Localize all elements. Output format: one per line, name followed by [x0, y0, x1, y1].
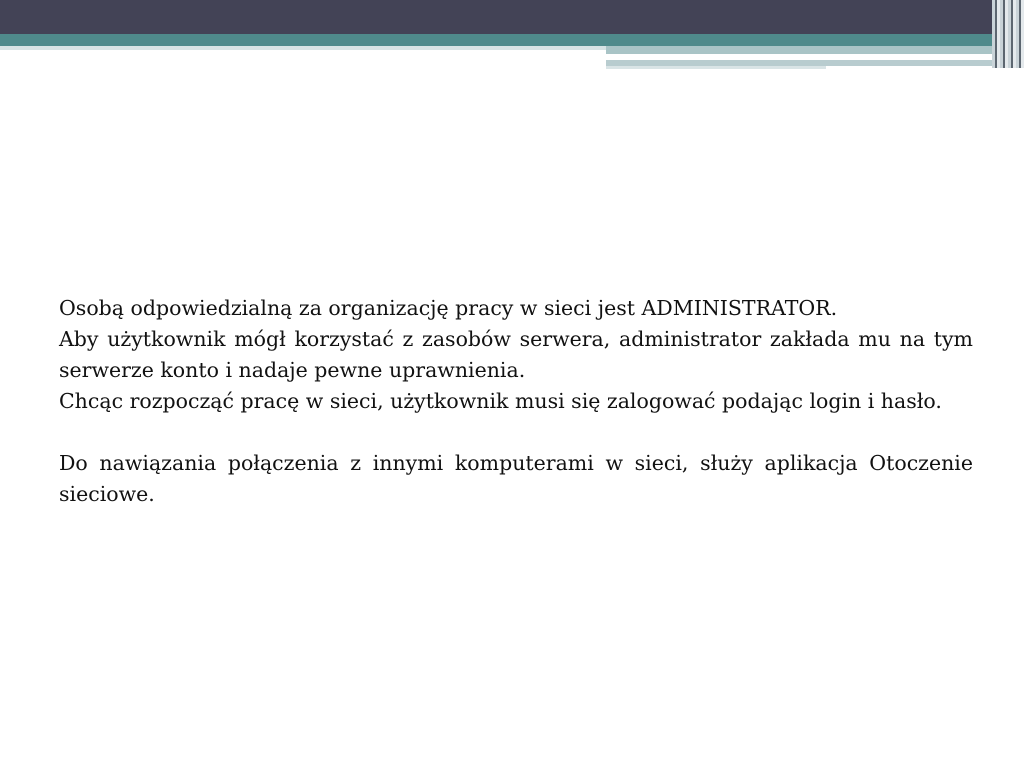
header-teal-band — [0, 34, 1024, 46]
header-underline — [0, 46, 606, 50]
header-accent-band — [606, 46, 1024, 54]
header-accent-line — [606, 66, 826, 69]
paragraph-administrator: Osobą odpowiedzialną za organizację pracy w sieci jest ADMINISTRATOR. — [59, 296, 838, 320]
slide-body-text — [59, 293, 973, 510]
paragraph-network-neighborhood: Do nawiązania połączenia z innymi komputerami w sieci, służy aplikacja Otoczenie sieciowe. — [59, 451, 973, 506]
corner-stripes-decoration — [992, 0, 1024, 68]
header-accent-line — [606, 55, 948, 59]
paragraph-login: Chcąc rozpocząć pracę w sieci, użytkownik musi się zalogować podając login i hasło. — [59, 389, 942, 413]
header-dark-band — [0, 0, 1024, 34]
paragraph-account: Aby użytkownik mógł korzystać z zasobów serwera, administrator zakłada mu na tym serwerze konto i nadaje pewne uprawnienia. — [59, 327, 973, 382]
